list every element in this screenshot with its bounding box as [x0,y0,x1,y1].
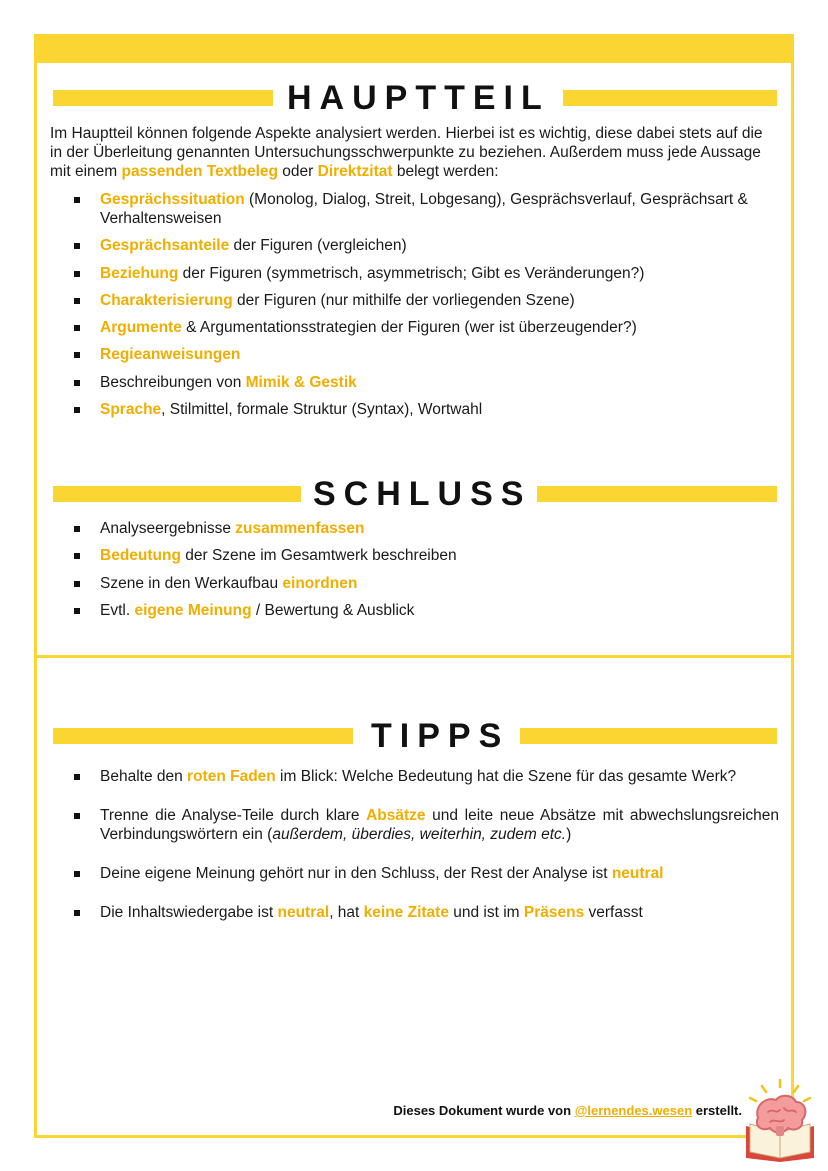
list-item [74,519,779,538]
highlight-text: Beziehung [100,264,179,282]
text: und ist im [448,904,524,921]
text: Analyseergebnisse [100,520,236,537]
highlight-text: Sprache [100,401,162,419]
tipps-heading-row [53,716,777,756]
text: / Bewertung & Ausblick [251,601,415,619]
text: Evtl. [100,601,135,619]
hauptteil-intro [50,124,778,181]
hauptteil-list [74,190,779,427]
text: der Figuren (nur mithilfe der vorliegenden Szene) [232,291,575,309]
list-item [74,574,779,593]
list-item [74,767,779,786]
highlight-text: Gesprächsanteile [100,237,230,255]
footer-text-end: erstellt. [692,1103,742,1118]
list-item [74,903,779,922]
list-item [74,345,779,364]
highlight-text: zusammenfassen [235,520,365,537]
footer-credit [393,1103,742,1118]
list-item [74,601,779,620]
schluss-list [74,519,779,628]
highlight-text: keine Zitate [363,904,449,921]
author-handle-link[interactable]: @lernendes.wesen [574,1103,693,1118]
highlight-text: Absätze [366,807,426,824]
text: , Stilmittel, formale Struktur (Syntax), Wortwahl [161,401,483,419]
highlight-text: passenden Textbeleg [121,163,278,180]
text: verfasst [584,904,643,921]
highlight-text: Mimik & Gestik [245,373,357,391]
list-item [74,264,779,283]
text: Behalte den [100,768,188,785]
text: (Monolog, Dialog, Streit, Lobgesang), Gesprächsverlauf, Gesprächsart & Verhaltensweisen [100,191,748,227]
highlight-text: Direktzitat [317,163,393,180]
list-item [74,806,779,844]
list-item [74,318,779,337]
text: außerdem, überdies, weiterhin, zudem etc. [272,826,567,843]
hauptteil-heading: HAUPTTEIL [287,79,550,117]
list-item [74,190,779,228]
highlight-text: Präsens [523,904,585,921]
text: Deine eigene Meinung gehört nur in den Schluss, der Rest der Analyse ist [100,865,612,882]
list-item [74,373,779,392]
highlight-text: roten Faden [187,768,276,785]
tipps-list [74,767,779,942]
tipps-heading: TIPPS [371,717,510,755]
highlight-text: neutral [277,904,330,921]
heading-bar-left [53,90,273,106]
highlight-text: Gesprächssituation [100,191,245,208]
highlight-text: einordnen [282,574,358,592]
brain-book-logo-icon [740,1078,820,1163]
list-item [74,864,779,883]
text: Beschreibungen von [100,373,246,391]
highlight-text: Argumente [100,319,182,337]
text: Im Hauptteil können folgende Aspekte analysiert werden. Hierbei ist es wichtig, diese dabei stets auf die in der Überleitung genannten Untersuchungsschwerpunkte zu beziehen. Außerdem muss jede Aussage mit einem [50,125,763,180]
text: belegt werden: [392,163,499,180]
heading-bar-right [520,728,777,744]
text: Trenne die Analyse-Teile durch klare [100,807,367,824]
text: im Blick: Welche Bedeutung hat die Szene für das gesamte Werk? [275,768,737,785]
schluss-heading: SCHLUSS [313,475,532,513]
text: Die Inhaltswiedergabe ist [100,904,278,921]
list-item [74,546,779,565]
text: oder [277,163,318,180]
highlight-text: Bedeutung [100,547,181,565]
highlight-text: Charakterisierung [100,291,233,309]
list-item [74,236,779,255]
text: und leite neue Absätze mit abwechslungsreichen Verbindungswörtern ein ( [100,807,779,843]
hauptteil-heading-row [53,78,777,118]
text: Szene in den Werkaufbau [100,574,283,592]
text: der Figuren (vergleichen) [229,237,407,255]
heading-bar-right [563,90,777,106]
text: der Figuren (symmetrisch, asymmetrisch; Gibt es Veränderungen?) [178,264,645,282]
list-item [74,400,779,419]
footer-text: Dieses Dokument wurde von [393,1103,575,1118]
list-item [74,291,779,310]
text: , hat [329,904,364,921]
highlight-text: eigene Meinung [134,601,252,619]
heading-bar-left [53,728,353,744]
top-banner [34,34,794,63]
highlight-text: Regieanweisungen [100,346,241,364]
text: & Argumentationsstrategien der Figuren (wer ist überzeugender?) [181,319,637,337]
highlight-text: neutral [611,865,664,882]
schluss-heading-row [53,474,777,514]
text: ) [566,826,572,843]
heading-bar-right [537,486,777,502]
heading-bar-left [53,486,301,502]
text: der Szene im Gesamtwerk beschreiben [180,547,457,565]
